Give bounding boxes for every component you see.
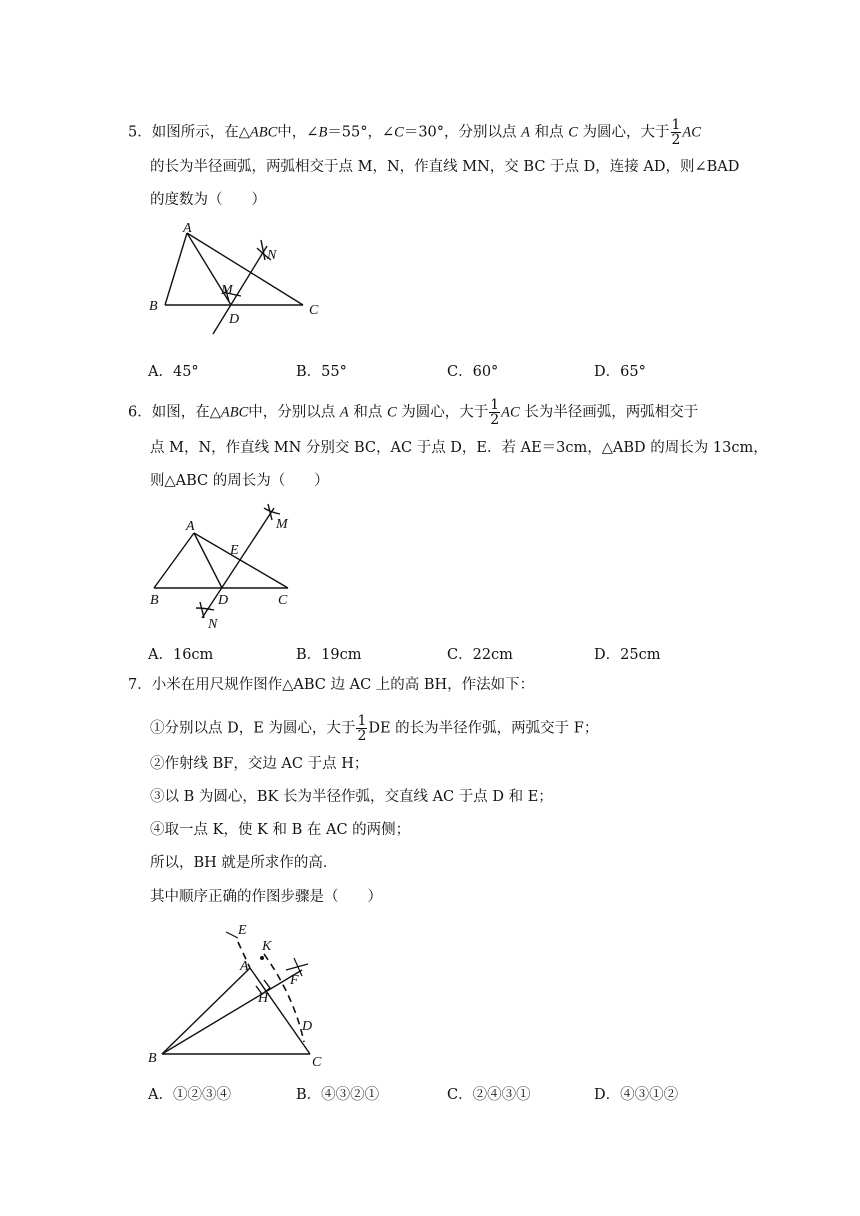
q6-option-b: B．19cm bbox=[296, 647, 362, 663]
q7-option-d: D．④③①② bbox=[594, 1087, 679, 1103]
q7-label-h: H bbox=[258, 991, 269, 1006]
q7-conclusion: 所以，BH 就是所求作的高． bbox=[150, 855, 338, 871]
q6-label-c: C bbox=[278, 593, 288, 608]
q5-option-d: D．65° bbox=[594, 364, 646, 380]
q7-label-a: A bbox=[240, 959, 249, 974]
q6-label-d: D bbox=[218, 593, 229, 608]
q6-label-a: A bbox=[186, 519, 195, 534]
q7-step4: ④取一点 K，使 K 和 B 在 AC 的两侧； bbox=[150, 822, 411, 838]
q5-label-d: D bbox=[229, 312, 240, 327]
q7-option-c: C．②④③① bbox=[447, 1087, 531, 1103]
q7-label-e: E bbox=[238, 923, 247, 938]
q7-label-k: K bbox=[262, 939, 272, 954]
q7-label-b: B bbox=[148, 1051, 157, 1066]
q5-label-b: B bbox=[149, 299, 158, 314]
q7-option-a: A．①②③④ bbox=[148, 1087, 231, 1103]
q5-option-a: A．45° bbox=[148, 364, 199, 380]
q7-step2: ②作射线 BF，交边 AC 于点 H； bbox=[150, 756, 369, 772]
q7-label-f: F bbox=[290, 973, 299, 988]
q6-line2: 点 M，N，作直线 MN 分别交 BC，AC 于点 D，E．若 AE＝3cm，△ABD 的周长为 13cm， bbox=[150, 440, 768, 456]
q7-question: 其中顺序正确的作图步骤是（ ） bbox=[150, 889, 382, 905]
q5-label-c: C bbox=[309, 303, 319, 318]
q6-line1: 6．如图，在△ABC中，分别以点 A 和点 C 为圆心，大于 $\frac{1}{2}$ AC 长为半径画弧，两弧相交于 bbox=[128, 397, 699, 428]
q7-label-d: D bbox=[302, 1019, 313, 1034]
q5-line2: 的长为半径画弧，两弧相交于点 M，N，作直线 MN，交 BC 于点 D，连接 AD，则∠BAD bbox=[150, 159, 740, 175]
q6-label-n: N bbox=[208, 617, 218, 632]
q5-number: 5． bbox=[128, 124, 152, 141]
q7-line1: 7．小米在用尺规作图作△ABC 边 AC 上的高 BH，作法如下： bbox=[128, 677, 535, 693]
fraction-one-half: $\frac{1}{2}$ bbox=[490, 397, 500, 428]
q5-figure bbox=[145, 222, 345, 342]
q5-option-b: B．55° bbox=[296, 364, 347, 380]
q6-label-e: E bbox=[230, 543, 239, 558]
q6-option-a: A．16cm bbox=[148, 647, 214, 663]
q7-figure bbox=[146, 918, 346, 1068]
q7-point-k bbox=[260, 956, 264, 960]
q5-line3: 的度数为（ ） bbox=[150, 192, 266, 208]
q6-label-m: M bbox=[276, 517, 288, 532]
q7-number: 7． bbox=[128, 677, 152, 693]
q7-step3: ③以 B 为圆心，BK 长为半径作弧，交直线 AC 于点 D 和 E； bbox=[150, 789, 553, 805]
q6-figure bbox=[146, 500, 366, 630]
q5-label-a: A bbox=[183, 221, 192, 236]
fraction-one-half: $\frac{1}{2}$ bbox=[671, 117, 681, 148]
q7-step1: ①分别以点 D，E 为圆心，大于 $\frac{1}{2}$ DE 的长为半径作弧，两弧交于 F； bbox=[150, 713, 599, 744]
q7-option-b: B．④③②① bbox=[296, 1087, 380, 1103]
q7-label-c: C bbox=[312, 1055, 322, 1070]
q6-line3: 则△ABC 的周长为（ ） bbox=[150, 473, 329, 489]
q6-label-b: B bbox=[150, 593, 159, 608]
q6-option-d: D．25cm bbox=[594, 647, 661, 663]
fraction-one-half: $\frac{1}{2}$ bbox=[357, 713, 367, 744]
q6-option-c: C．22cm bbox=[447, 647, 513, 663]
q5-label-n: N bbox=[267, 248, 277, 263]
q5-label-m: M bbox=[221, 283, 233, 298]
q6-number: 6． bbox=[128, 404, 152, 421]
q5-line1: 5．如图所示，在△ABC中，∠B＝55°，∠C＝30°，分别以点 A 和点 C 为圆心，大于 $\frac{1}{2}$ AC bbox=[128, 117, 701, 148]
q5-option-c: C．60° bbox=[447, 364, 499, 380]
